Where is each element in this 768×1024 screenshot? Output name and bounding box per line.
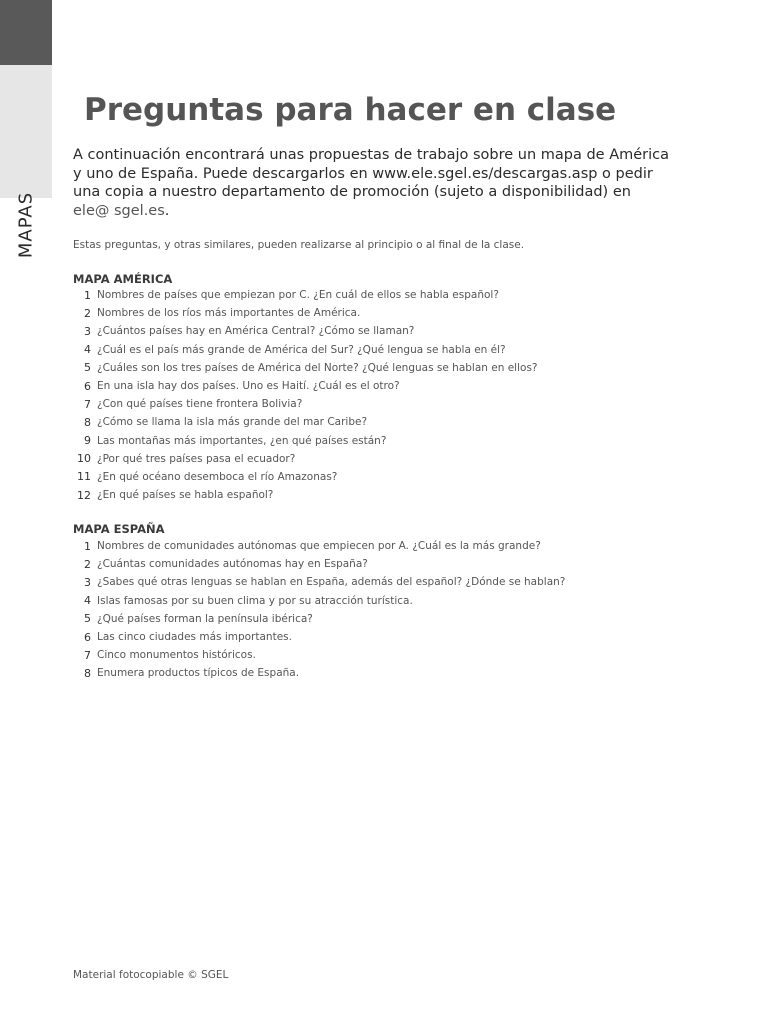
question-list-america <box>73 286 537 504</box>
question-item <box>73 413 537 431</box>
question-item <box>73 610 565 628</box>
question-number: 8 <box>84 415 91 429</box>
question-item <box>73 468 537 486</box>
question-number: 5 <box>84 612 91 626</box>
question-text: ¿Cómo se llama la isla más grande del mar Caribe? <box>97 416 368 429</box>
question-text: Nombres de los ríos más importantes de América. <box>97 307 361 320</box>
question-number: 3 <box>84 324 91 338</box>
question-number: 4 <box>84 594 91 608</box>
note-text: Estas preguntas, y otras similares, pueden realizarse al principio o al final de la clase. <box>73 239 525 251</box>
question-item <box>73 646 565 664</box>
footer-copyright: Material fotocopiable © SGEL <box>73 969 229 981</box>
question-number: 3 <box>84 575 91 589</box>
question-text: ¿Con qué países tiene frontera Bolivia? <box>97 398 303 411</box>
section-heading-espana: MAPA ESPAÑA <box>73 522 165 536</box>
question-item <box>73 486 537 504</box>
question-item <box>73 450 537 468</box>
question-text: ¿Qué países forman la península ibérica? <box>97 612 313 625</box>
question-number: 7 <box>84 648 91 662</box>
intro-text: A continuación encontrará unas propuestas de trabajo sobre un mapa de América y uno de España. Puede descargarlos en www.ele.sgel.es/descargas.asp o pedir una copia a nuestro departamento de promoción (sujeto a disponibilidad) en <box>73 147 670 201</box>
question-text: Enumera productos típicos de España. <box>97 667 300 680</box>
question-number: 8 <box>84 666 91 680</box>
question-text: ¿Cuál es el país más grande de América del Sur? ¿Qué lengua se habla en él? <box>97 343 506 356</box>
question-item <box>73 322 537 340</box>
question-number: 6 <box>84 379 91 393</box>
question-item <box>73 341 537 359</box>
question-text: ¿Cuáles son los tres países de América del Norte? ¿Qué lenguas se hablan en ellos? <box>97 361 538 374</box>
question-text: ¿Sabes qué otras lenguas se hablan en España, además del español? ¿Dónde se hablan? <box>97 576 566 589</box>
question-number: 2 <box>84 306 91 320</box>
question-number: 7 <box>84 397 91 411</box>
question-text: Islas famosas por su buen clima y por su atracción turística. <box>97 594 413 607</box>
question-text: Nombres de países que empiezan por C. ¿En cuál de ellos se habla español? <box>97 289 499 302</box>
question-number: 6 <box>84 630 91 644</box>
question-text: ¿En qué países se habla español? <box>97 489 274 502</box>
side-tab <box>0 65 52 259</box>
question-number: 1 <box>84 539 91 553</box>
question-item <box>73 537 565 555</box>
question-text: ¿Cuántos países hay en América Central? ¿Cómo se llaman? <box>97 325 415 338</box>
question-item <box>73 359 537 377</box>
question-number: 9 <box>84 434 91 448</box>
question-number: 2 <box>84 557 91 571</box>
intro-email: ele@ sgel.es <box>73 202 165 219</box>
question-text: En una isla hay dos países. Uno es Haití. ¿Cuál es el otro? <box>97 380 400 393</box>
question-number: 10 <box>77 452 91 466</box>
side-tab-label: MAPAS <box>15 191 37 259</box>
question-item <box>73 555 565 573</box>
question-item <box>73 664 565 682</box>
intro-paragraph <box>73 146 673 220</box>
question-item <box>73 286 537 304</box>
question-item <box>73 377 537 395</box>
question-item <box>73 628 565 646</box>
question-text: Las cinco ciudades más importantes. <box>97 631 292 644</box>
question-number: 11 <box>77 470 91 484</box>
section-heading-america: MAPA AMÉRICA <box>73 272 173 286</box>
question-item <box>73 573 565 591</box>
question-list-espana <box>73 537 565 683</box>
question-text: ¿Cuántas comunidades autónomas hay en España? <box>97 558 368 571</box>
question-text: Las montañas más importantes, ¿en qué países están? <box>97 434 387 447</box>
question-text: Cinco monumentos históricos. <box>97 649 256 662</box>
intro-end: . <box>164 202 170 219</box>
question-number: 5 <box>84 361 91 375</box>
question-number: 1 <box>84 288 91 302</box>
question-item <box>73 304 537 322</box>
question-number: 12 <box>77 488 91 502</box>
question-item <box>73 395 537 413</box>
question-number: 4 <box>84 343 91 357</box>
side-tab-dark-block <box>0 0 52 65</box>
page-title: Preguntas para hacer en clase <box>84 92 617 128</box>
question-text: ¿Por qué tres países pasa el ecuador? <box>97 452 296 465</box>
question-text: ¿En qué océano desemboca el río Amazonas? <box>97 470 338 483</box>
question-item <box>73 432 537 450</box>
question-item <box>73 592 565 610</box>
question-text: Nombres de comunidades autónomas que empiecen por A. ¿Cuál es la más grande? <box>97 540 541 553</box>
